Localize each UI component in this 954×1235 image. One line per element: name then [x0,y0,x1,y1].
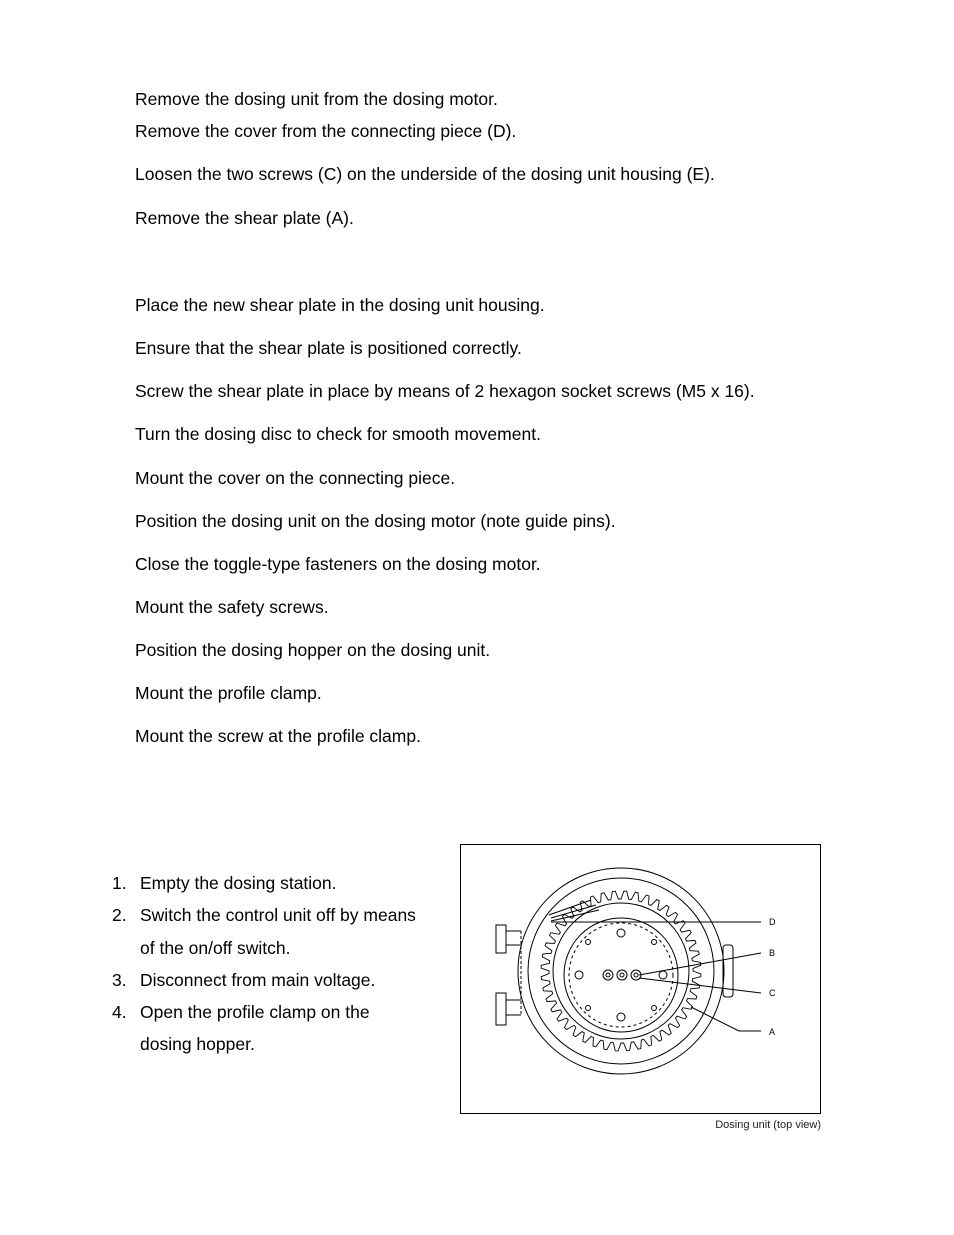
callout-label-d: D [769,917,776,927]
install-step-5: Mount the cover on the connecting piece. [135,468,456,488]
install-step-10: Mount the profile clamp. [135,683,322,703]
list-item-text: Empty the dosing station. [140,873,337,893]
list-item-number: 4. [112,1002,127,1023]
callout-label-c: C [769,988,776,998]
list-item [112,867,452,899]
dosing-unit-drawing [461,845,822,1115]
removal-step-3: Loosen the two screws (C) on the underside of the dosing unit housing (E). [135,164,715,184]
dosing-unit-figure [460,844,821,1114]
install-step-8: Mount the safety screws. [135,597,329,617]
numbered-list [112,867,452,1061]
install-step-7: Close the toggle-type fasteners on the dosing motor. [135,554,541,574]
removal-step-4: Remove the shear plate (A). [135,208,354,228]
install-step-1: Place the new shear plate in the dosing unit housing. [135,295,545,315]
removal-step-2: Remove the cover from the connecting piece (D). [135,121,517,141]
list-item [112,996,452,1061]
list-item-number: 3. [112,969,127,990]
install-step-11: Mount the screw at the profile clamp. [135,726,421,746]
list-item [112,964,452,996]
figure-caption: Dosing unit (top view) [715,1119,821,1131]
callout-label-b: B [769,948,776,958]
removal-step-1: Remove the dosing unit from the dosing motor. [135,89,498,109]
list-item-number: 2. [112,905,127,926]
left-lug-bottom [496,993,506,1025]
list-item-text: of the on/off switch. [140,937,291,958]
list-item-text: dosing hopper. [140,1034,255,1055]
install-step-9: Position the dosing hopper on the dosing unit. [135,640,491,660]
list-item-number: 1. [112,873,127,893]
install-step-3: Screw the shear plate in place by means of 2 hexagon socket screws (M5 x 16). [135,381,755,401]
list-item-text: Switch the control unit off by means [140,905,416,926]
list-item-text: Disconnect from main voltage. [140,969,376,990]
install-step-4: Turn the dosing disc to check for smooth movement. [135,424,541,444]
callout-line-b [639,953,761,975]
install-step-2: Ensure that the shear plate is positioned correctly. [135,338,522,358]
left-lug-top [496,925,506,953]
list-item-text: Open the profile clamp on the [140,1002,370,1023]
list-item [112,899,452,964]
install-step-6: Position the dosing unit on the dosing motor (note guide pins). [135,511,616,531]
callout-label-a: A [769,1027,776,1037]
callout-line-c [639,978,761,993]
